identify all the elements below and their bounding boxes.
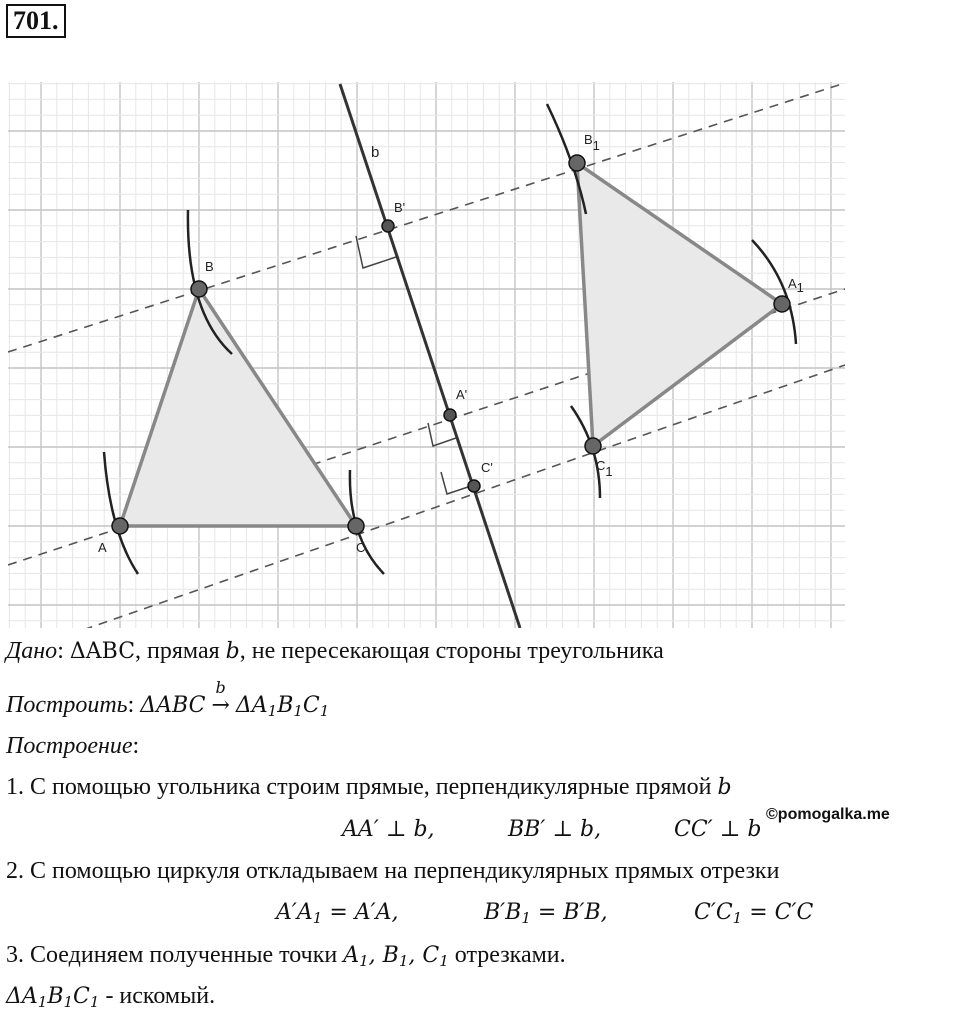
point-a: [112, 518, 128, 534]
step2-eq2: $B'B_1 = B'B$,: [484, 900, 608, 927]
point-b1: [569, 155, 585, 171]
conclusion-rest: - искомый.: [99, 983, 216, 1009]
point-c-prime: [468, 480, 480, 492]
given-rest: , не пересекающая стороны треугольника: [239, 638, 664, 664]
construction-label: Построение: [6, 733, 133, 759]
step1-eq2: BB′ ⊥ b,: [508, 817, 602, 842]
step3-points: $A_1$, $B_1$, $C_1$: [343, 943, 449, 970]
step1-line: [6, 772, 732, 803]
given-line: Дано: ΔABC, прямая b, не пересекающая стороны треугольника: [6, 638, 664, 664]
label-a: A: [98, 540, 107, 555]
line-b: [340, 84, 520, 628]
grid: [0, 82, 845, 628]
point-b: [191, 281, 207, 297]
step1-text: 1. С помощью угольника строим прямые, перпендикулярные прямой: [6, 774, 718, 800]
right-angle-b: [356, 236, 396, 268]
label-c: C: [356, 540, 366, 555]
conclusion-line: [6, 981, 215, 1017]
construct-line: Построить: ΔABC b → $\Delta A_1B_1C_1$: [6, 690, 329, 726]
problem-number: 701.: [6, 4, 66, 38]
label-b-prime: B': [394, 200, 406, 215]
point-c: [348, 518, 364, 534]
point-a-prime: [444, 409, 456, 421]
construct-result: $\Delta A_1B_1C_1$: [235, 693, 330, 720]
label-b1: B1: [584, 132, 600, 153]
given-text: , прямая: [135, 638, 226, 664]
given-line-var: b: [225, 639, 240, 664]
construction-line: Построение:: [6, 733, 140, 759]
label-a-prime: A': [456, 387, 468, 402]
step2-eq3: $C'C_1 = C'C$: [694, 900, 814, 927]
construct-from: ΔABC: [140, 693, 206, 718]
step2-line: [6, 856, 779, 886]
triangle-a1b1c1: [577, 163, 782, 446]
label-c-prime: C': [481, 460, 493, 475]
watermark: ©pomogalka.me: [766, 806, 890, 823]
label-a1: A1: [788, 276, 804, 295]
label-c1: C1: [596, 458, 613, 479]
step1-eq3: CC′ ⊥ b: [674, 817, 762, 842]
conclusion-triangle: $\Delta A_1B_1C_1$: [6, 984, 100, 1011]
point-a1: [774, 296, 790, 312]
step3-line: [6, 940, 566, 976]
triangle-abc: [120, 289, 356, 526]
point-b-prime: [382, 220, 394, 232]
step3-text: 3. Соединяем полученные точки: [6, 942, 344, 968]
construct-label: Построить: [6, 692, 128, 718]
step2-eq1: $A'A_1 = A'A$,: [276, 900, 399, 927]
arrow-label: b: [215, 678, 226, 697]
step2-text: 2. С помощью циркуля откладываем на перпендикулярных прямых отрезки: [6, 858, 780, 884]
point-c1: [585, 438, 601, 454]
construct-arrow: b →: [211, 691, 229, 721]
step1-eq1: AA′ ⊥ b,: [342, 817, 435, 842]
step1-var: b: [717, 775, 732, 800]
given-label: Дано: [6, 638, 58, 664]
line-b-label: b: [371, 144, 380, 161]
label-b: B: [205, 259, 214, 274]
geometry-figure: [0, 82, 848, 628]
right-angle-c: [441, 472, 471, 494]
step3-rest: отрезками.: [448, 942, 566, 968]
given-triangle: ΔABC: [69, 639, 136, 664]
